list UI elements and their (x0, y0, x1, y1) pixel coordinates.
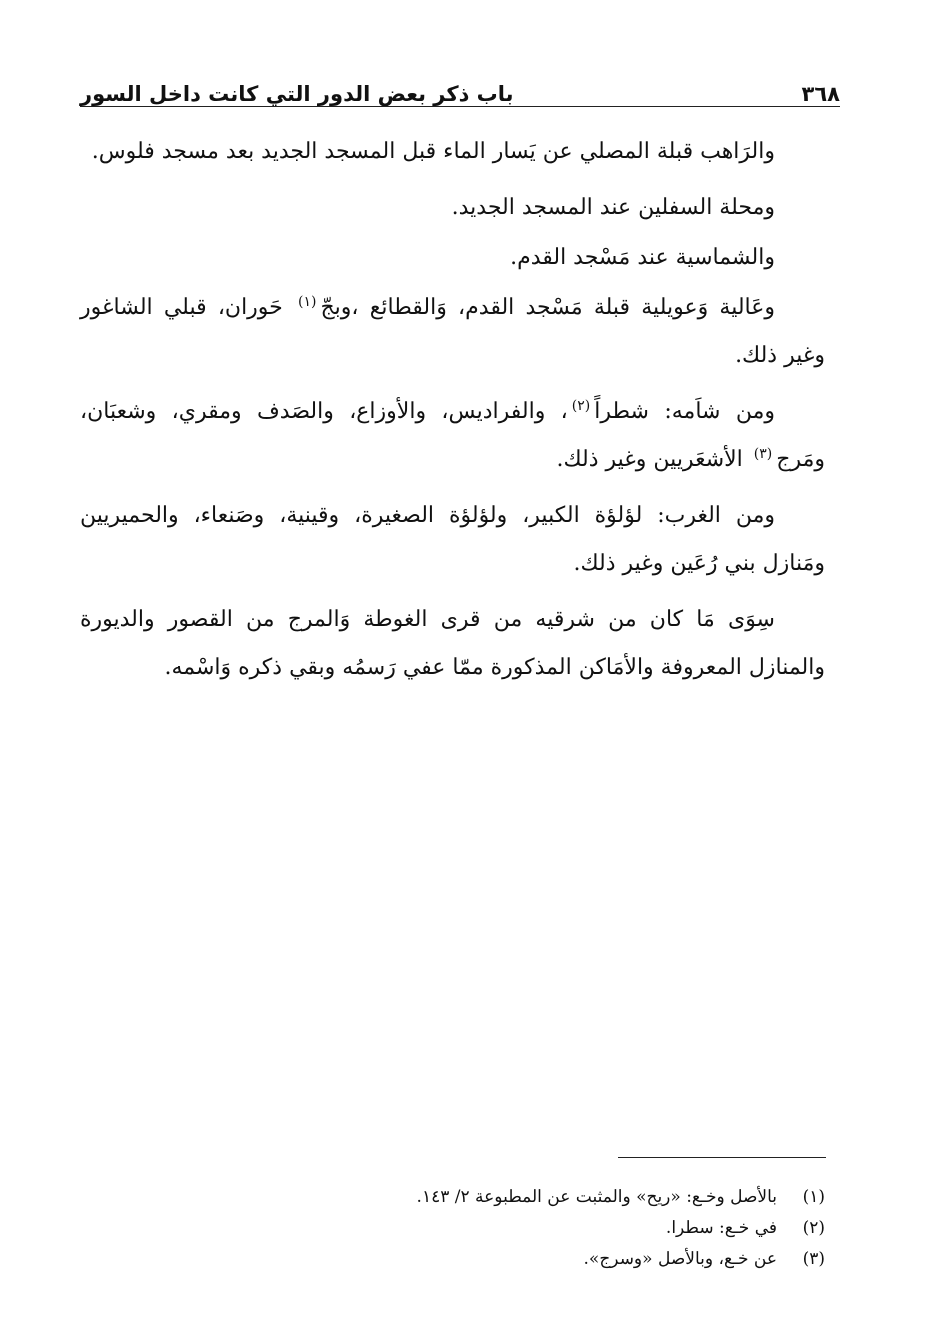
paragraph: سِوَى مَا كان من شرقيه من قرى الغوطة وَالمرج من القصور والديورة والمنازل المعروفة والأمَاكن المذكورة ممّا عفي رَسمُه وبقي ذكره وَاسْمه. (80, 607, 825, 680)
paragraph: والرَاهب قبلة المصلي عن يَسار الماء قبل المسجد الجديد بعد مسجد فلوس. (91, 139, 775, 164)
footnote-number: (٣) (802, 1249, 825, 1269)
paragraph-text: ومن شاَمه: شطراً (594, 399, 775, 424)
footnote-text: في خـع: سطرا. (665, 1218, 777, 1238)
footnote (80, 1244, 825, 1275)
footnote-marker: (١) (297, 293, 317, 310)
header-rule (80, 106, 840, 107)
footnote-marker: (٢) (571, 397, 591, 414)
paragraph-text: ، والفراديس، والأوزاع، والصَدف ومقري، وشعبَان، ومَرج (80, 399, 825, 472)
footnote-number: (١) (802, 1187, 825, 1207)
main-text (80, 128, 825, 700)
footnotes (80, 1182, 825, 1275)
paragraph: والشماسية عند مَسْجد القدم. (510, 245, 775, 270)
running-header (80, 66, 840, 106)
footnote (80, 1182, 825, 1213)
paragraph: ومحلة السفلين عند المسجد الجديد. (451, 195, 775, 220)
paragraph (80, 388, 825, 484)
footnote (80, 1213, 825, 1244)
footnote-marker: (٣) (753, 445, 773, 462)
paragraph: ومن الغرب: لؤلؤة الكبير، ولؤلؤة الصغيرة، وقينية، وصَنعاء، والحميريين ومَنازل بني رُعَين وغير ذلك. (80, 503, 825, 576)
paragraph-text: حَوران، قبلي الشاغور وغير ذلك. (80, 295, 825, 368)
footnote-number: (٢) (802, 1218, 825, 1238)
chapter-title: باب ذكر بعض الدور التي كانت داخل السور (80, 82, 514, 106)
page-number: ٣٦٨ (801, 82, 840, 106)
paragraph-text: الأشعَريين وغير ذلك. (556, 447, 743, 472)
footnote-text: بالأصل وخـع: «ريح» والمثبت عن المطبوعة ٢/ ١٤٣. (416, 1187, 777, 1207)
paragraph-text: وعَالية وَعويلية قبلة مَسْجد القدم، وَالقطائع ،وبجّ (320, 295, 776, 320)
paragraph (80, 284, 825, 380)
footnote-text: عن خـع، وبالأصل «وسرج». (583, 1249, 777, 1269)
footnote-rule (618, 1157, 826, 1158)
